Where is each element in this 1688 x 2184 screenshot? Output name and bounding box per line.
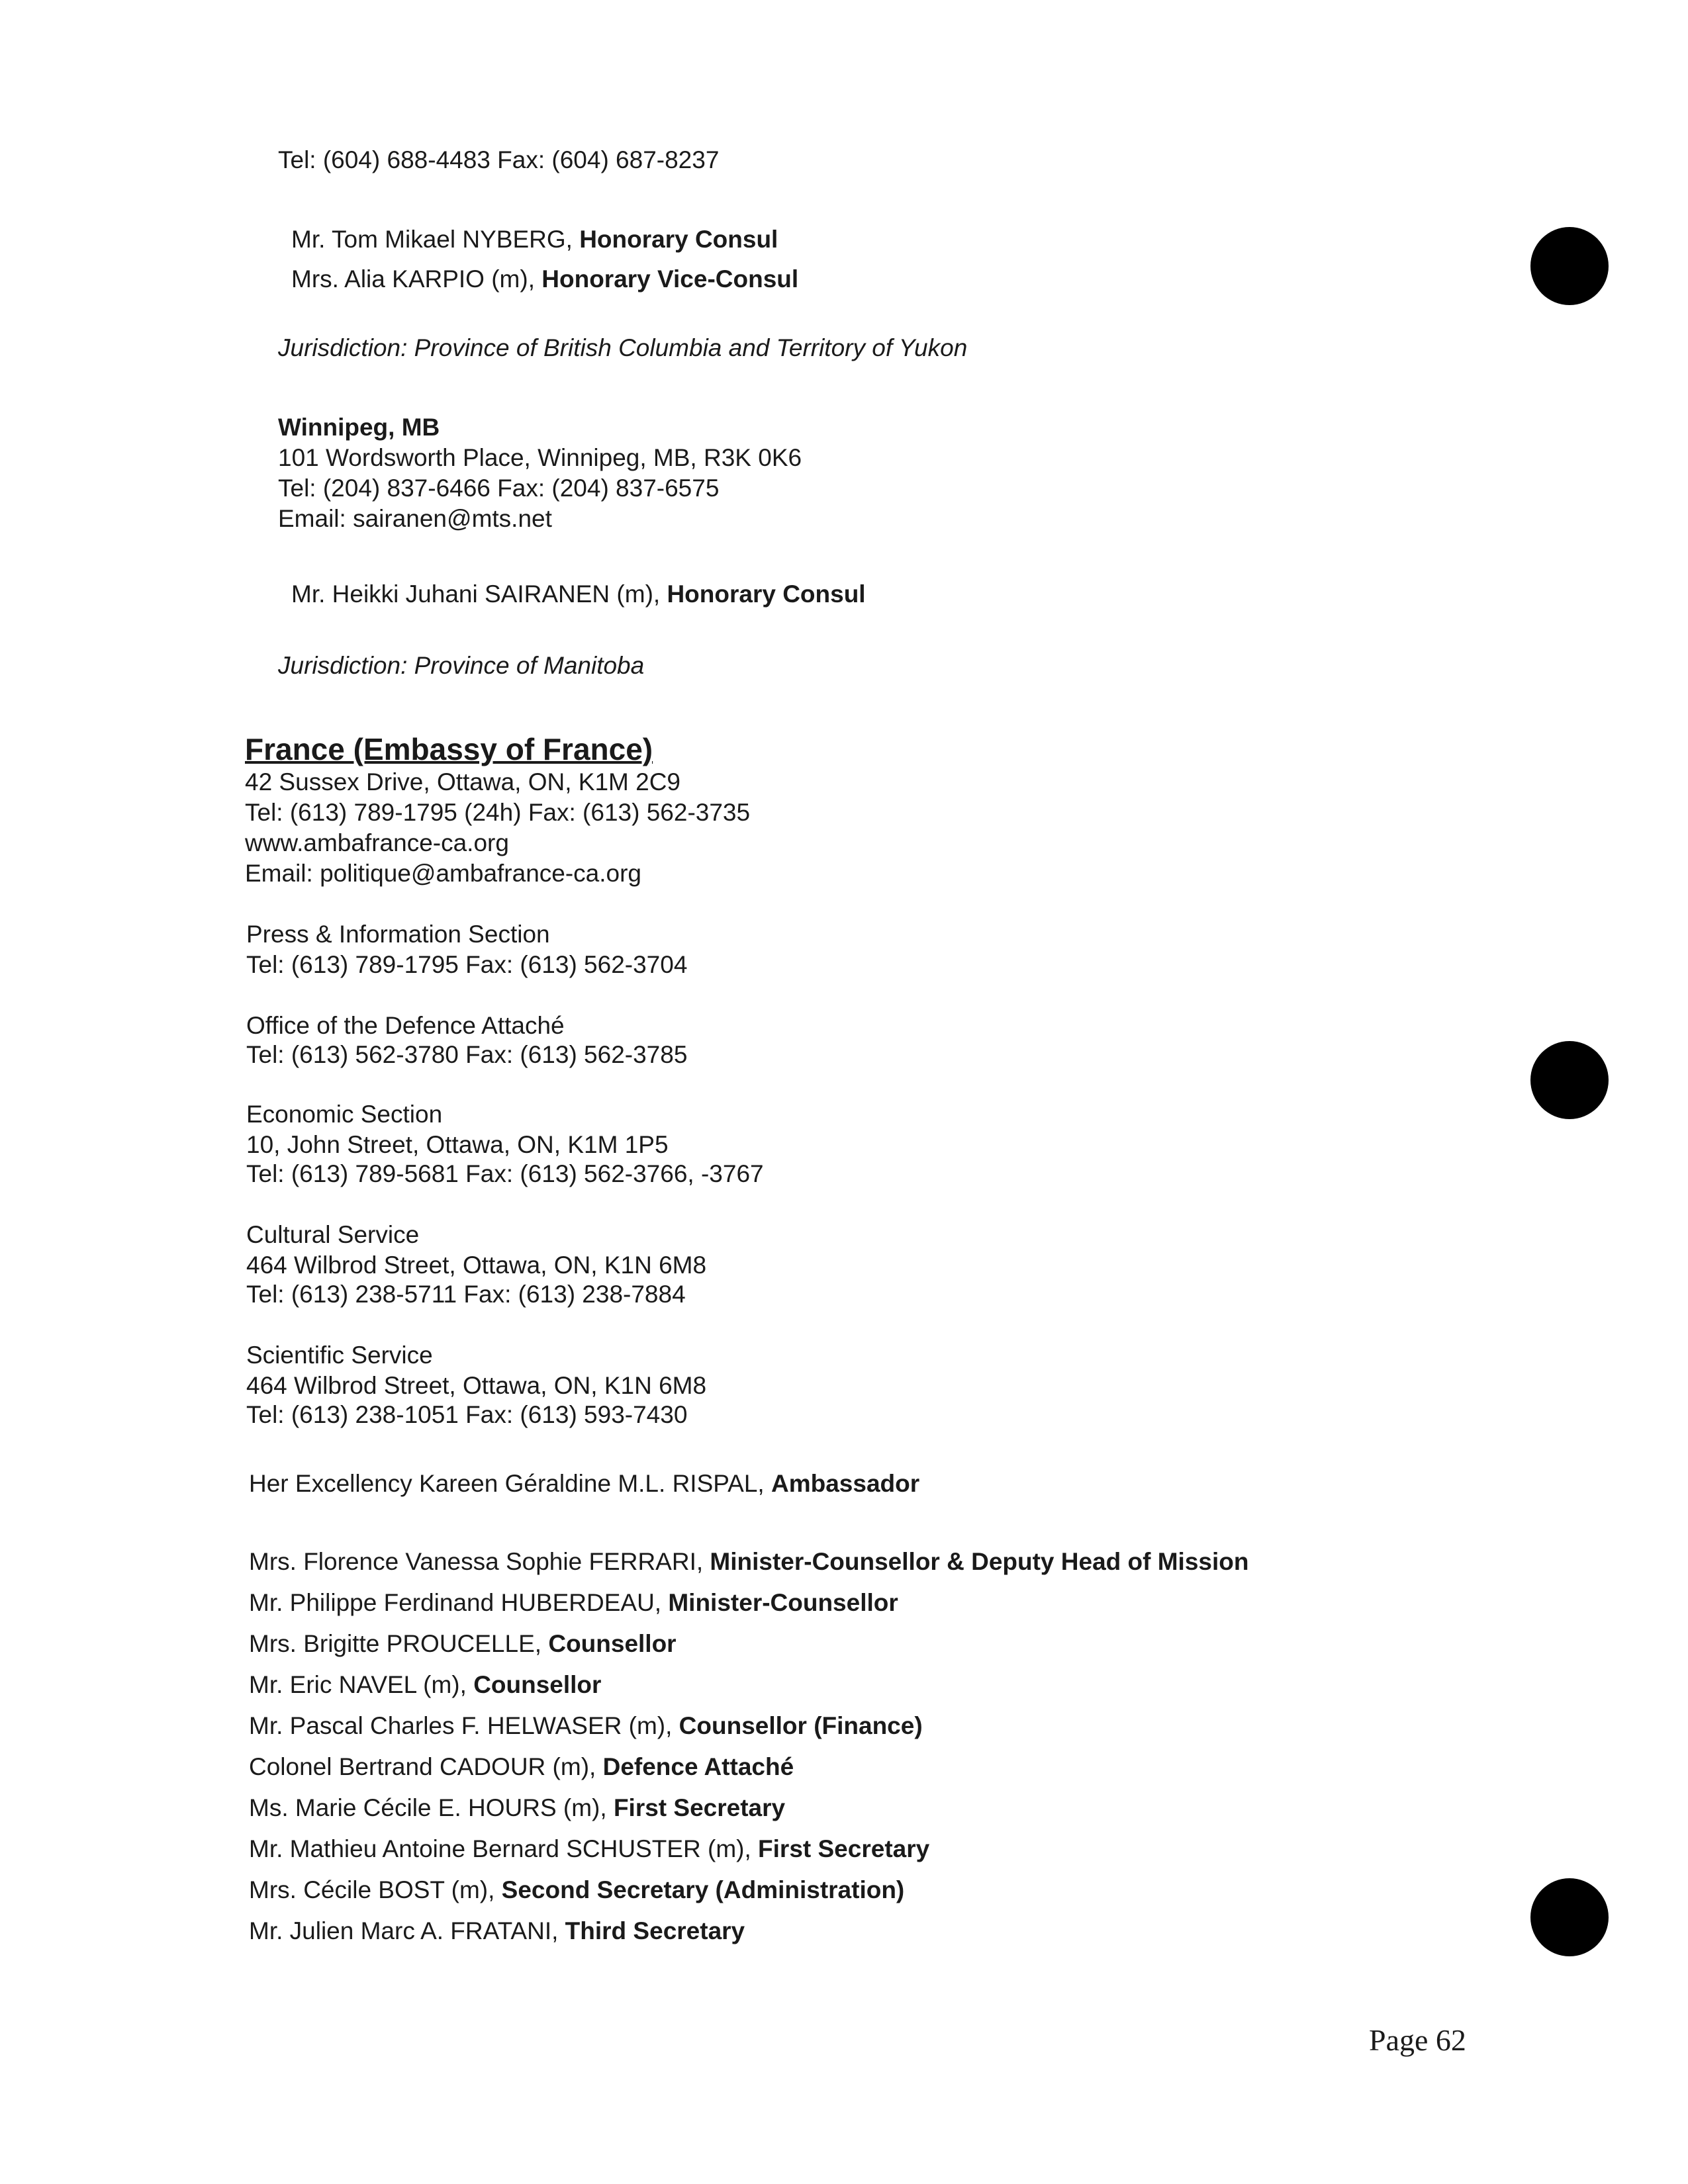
- staff-entry: [249, 1752, 794, 1782]
- official-title: First Secretary: [613, 1794, 786, 1821]
- staff-entry: [249, 1794, 785, 1823]
- official-name: Mr. Eric NAVEL (m),: [249, 1671, 474, 1698]
- staff-entry: [249, 1835, 929, 1864]
- official-name: Colonel Bertrand CADOUR (m),: [249, 1753, 603, 1780]
- official-name: Mr. Heikki Juhani SAIRANEN (m),: [291, 580, 667, 608]
- official-name: Mr. Mathieu Antoine Bernard SCHUSTER (m),: [249, 1835, 759, 1862]
- official-title: Ambassador: [771, 1470, 920, 1497]
- embassy-address: 42 Sussex Drive, Ottawa, ON, K1M 2C9: [245, 768, 681, 796]
- official-title: Second Secretary (Administration): [501, 1876, 905, 1903]
- section-line: 464 Wilbrod Street, Ottawa, ON, K1N 6M8: [246, 1372, 707, 1399]
- staff-entry: [249, 1711, 923, 1741]
- office-heading: Winnipeg, MB: [278, 414, 440, 441]
- jurisdiction-text: Jurisdiction: Province of Manitoba: [278, 652, 645, 679]
- section-line: 464 Wilbrod Street, Ottawa, ON, K1N 6M8: [246, 1251, 707, 1279]
- official-name: Mr. Pascal Charles F. HELWASER (m),: [249, 1712, 679, 1739]
- official-title: Honorary Vice-Consul: [541, 265, 799, 293]
- embassy-tel: Tel: (613) 789-1795 (24h) Fax: (613) 562-3735: [245, 799, 751, 826]
- official-title: First Secretary: [758, 1835, 930, 1862]
- binder-hole-bottom: [1530, 1878, 1609, 1956]
- official-title: Third Secretary: [565, 1917, 745, 1944]
- section-name: Economic Section: [246, 1101, 443, 1128]
- official-name: Mrs. Cécile BOST (m),: [249, 1876, 502, 1903]
- official-name: Mrs. Florence Vanessa Sophie FERRARI,: [249, 1548, 710, 1575]
- official-name: Her Excellency Kareen Géraldine M.L. RISPAL,: [249, 1470, 771, 1497]
- official-title: Counsellor: [473, 1671, 602, 1698]
- official-title: Honorary Consul: [579, 226, 778, 253]
- official-name: Mrs. Brigitte PROUCELLE,: [249, 1630, 549, 1657]
- staff-entry: [249, 1876, 904, 1905]
- section-line: Tel: (613) 238-5711 Fax: (613) 238-7884: [246, 1281, 686, 1308]
- official-name: Mr. Julien Marc A. FRATANI,: [249, 1917, 565, 1944]
- staff-entry: [249, 1670, 601, 1700]
- official-title: Honorary Consul: [667, 580, 866, 608]
- jurisdiction-text: Jurisdiction: Province of British Columbia and Territory of Yukon: [278, 334, 968, 361]
- staff-entry: [249, 1629, 677, 1659]
- section-line: Tel: (613) 238-1051 Fax: (613) 593-7430: [246, 1401, 688, 1428]
- staff-entry: [249, 1547, 1248, 1576]
- official-title: Defence Attaché: [602, 1753, 794, 1780]
- office-address: 101 Wordsworth Place, Winnipeg, MB, R3K 0K6: [278, 444, 802, 471]
- official-title: Minister-Counsellor & Deputy Head of Mission: [710, 1548, 1249, 1575]
- official-name: Ms. Marie Cécile E. HOURS (m),: [249, 1794, 614, 1821]
- section-name: Office of the Defence Attaché: [246, 1012, 565, 1039]
- official-entry: [291, 265, 798, 294]
- embassy-website[interactable]: www.ambafrance-ca.org: [245, 829, 509, 856]
- official-name: Mr. Philippe Ferdinand HUBERDEAU,: [249, 1589, 669, 1616]
- office-tel: Tel: (204) 837-6466 Fax: (204) 837-6575: [278, 475, 720, 502]
- vancouver-tel: Tel: (604) 688-4483 Fax: (604) 687-8237: [278, 146, 720, 173]
- staff-entry: [249, 1917, 745, 1946]
- page-number: Page 62: [1369, 2023, 1466, 2057]
- binder-hole-middle: [1530, 1041, 1609, 1119]
- section-line: 10, John Street, Ottawa, ON, K1M 1P5: [246, 1131, 669, 1158]
- section-name: Cultural Service: [246, 1221, 420, 1248]
- section-line: Tel: (613) 789-1795 Fax: (613) 562-3704: [246, 951, 688, 978]
- official-title: Minister-Counsellor: [668, 1589, 898, 1616]
- office-email[interactable]: Email: sairanen@mts.net: [278, 505, 552, 532]
- country-heading: France (Embassy of France): [245, 732, 653, 766]
- official-title: Counsellor: [548, 1630, 677, 1657]
- official-name: Mrs. Alia KARPIO (m),: [291, 265, 542, 293]
- section-line: Tel: (613) 562-3780 Fax: (613) 562-3785: [246, 1041, 688, 1068]
- embassy-email[interactable]: Email: politique@ambafrance-ca.org: [245, 860, 642, 887]
- official-entry: [291, 225, 778, 254]
- staff-entry: [249, 1588, 898, 1617]
- section-name: Press & Information Section: [246, 921, 550, 948]
- section-line: Tel: (613) 789-5681 Fax: (613) 562-3766, -3767: [246, 1160, 764, 1187]
- section-name: Scientific Service: [246, 1342, 433, 1369]
- official-name: Mr. Tom Mikael NYBERG,: [291, 226, 580, 253]
- ambassador-entry: [249, 1469, 919, 1498]
- official-title: Counsellor (Finance): [679, 1712, 923, 1739]
- official-entry: [291, 580, 866, 609]
- binder-hole-top: [1530, 227, 1609, 305]
